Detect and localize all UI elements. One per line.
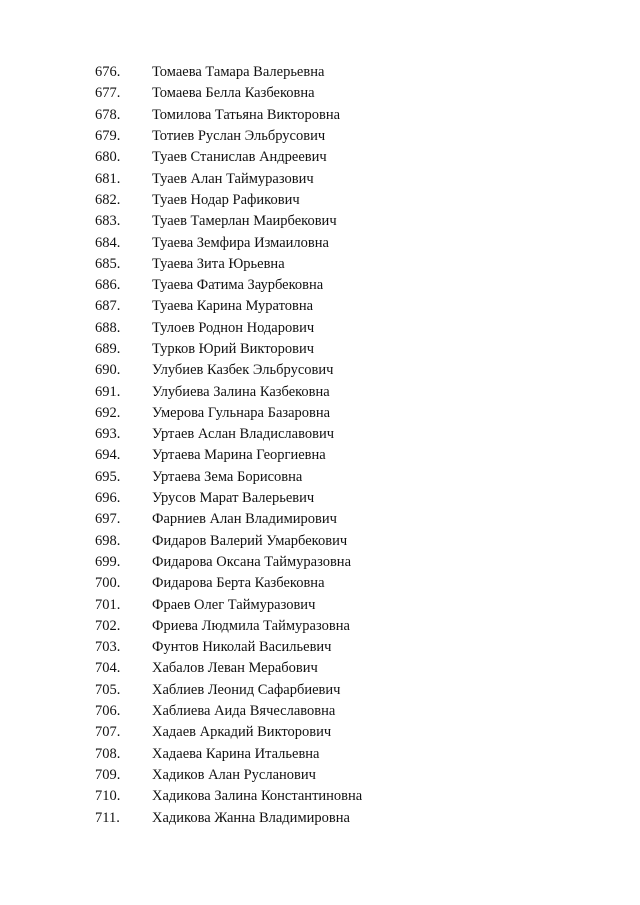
list-item	[95, 488, 362, 509]
name-list	[95, 62, 362, 829]
list-item	[95, 339, 362, 360]
entry-number: 711.	[95, 809, 120, 826]
entry-number: 709.	[95, 766, 121, 783]
entry-name: Туаев Тамерлан Маирбекович	[152, 213, 337, 230]
entry-name: Томаева Тамара Валерьевна	[152, 64, 325, 81]
list-item	[95, 658, 362, 679]
entry-number: 707.	[95, 724, 121, 741]
entry-number: 693.	[95, 426, 121, 443]
entry-name: Томаева Белла Казбековна	[152, 85, 315, 102]
list-item	[95, 232, 362, 253]
list-item	[95, 296, 362, 317]
entry-number: 678.	[95, 106, 121, 123]
entry-number: 706.	[95, 703, 121, 720]
list-item	[95, 616, 362, 637]
entry-number: 676.	[95, 64, 121, 81]
list-item	[95, 147, 362, 168]
list-item	[95, 62, 362, 83]
entry-name: Томилова Татьяна Викторовна	[152, 106, 341, 123]
entry-name: Туаева Земфира Измаиловна	[152, 234, 329, 251]
entry-name: Хадаева Карина Итальевна	[152, 745, 320, 762]
entry-name: Туаев Нодар Рафикович	[152, 191, 300, 208]
entry-number: 681.	[95, 170, 121, 187]
entry-name: Туаева Зита Юрьевна	[152, 255, 285, 272]
entry-number: 703.	[95, 639, 121, 656]
entry-number: 685.	[95, 255, 121, 272]
entry-number: 697.	[95, 511, 121, 528]
list-item	[95, 509, 362, 530]
list-item	[95, 360, 362, 381]
entry-name: Туаев Станислав Андреевич	[152, 149, 327, 166]
list-item	[95, 83, 362, 104]
entry-number: 702.	[95, 617, 121, 634]
entry-number: 704.	[95, 660, 121, 677]
entry-number: 694.	[95, 447, 121, 464]
list-item	[95, 637, 362, 658]
entry-number: 684.	[95, 234, 121, 251]
entry-name: Хадиков Алан Русланович	[152, 766, 316, 783]
entry-name: Фраев Олег Таймуразович	[152, 596, 316, 613]
entry-name: Фунтов Николай Васильевич	[152, 639, 332, 656]
list-item	[95, 786, 362, 807]
entry-name: Туаева Фатима Заурбековна	[152, 277, 324, 294]
list-item	[95, 168, 362, 189]
entry-name: Турков Юрий Викторович	[152, 341, 315, 357]
list-item	[95, 552, 362, 573]
entry-name: Фидарова Берта Казбековна	[152, 575, 325, 592]
list-item	[95, 722, 362, 743]
entry-number: 688.	[95, 319, 121, 336]
entry-name: Хаблиева Аида Вячеславовна	[152, 703, 336, 720]
entry-name: Тотиев Руслан Эльбрусович	[152, 128, 326, 145]
entry-number: 705.	[95, 681, 121, 698]
list-item	[95, 445, 362, 466]
list-item	[95, 701, 362, 722]
entry-name: Фарниев Алан Владимирович	[152, 511, 337, 528]
list-item	[95, 381, 362, 402]
entry-number: 690.	[95, 362, 121, 379]
entry-number: 699.	[95, 553, 121, 570]
entry-name: Уртаев Аслан Владиславович	[152, 426, 334, 443]
entry-number: 708.	[95, 745, 121, 762]
list-item	[95, 254, 362, 275]
list-item	[95, 211, 362, 232]
entry-name: Улубиева Залина Казбековна	[152, 383, 330, 400]
list-item	[95, 744, 362, 765]
entry-name: Улубиев Казбек Эльбрусович	[152, 362, 334, 379]
entry-number: 687.	[95, 298, 121, 315]
entry-name: Туаева Карина Муратовна	[152, 298, 314, 315]
list-item	[95, 105, 362, 126]
entry-number: 710.	[95, 788, 121, 805]
entry-name: Уртаева Марина Георгиевна	[152, 447, 326, 464]
entry-number: 698.	[95, 532, 121, 549]
list-item	[95, 680, 362, 701]
entry-name: Хадаев Аркадий Викторович	[152, 724, 332, 741]
entry-name: Урусов Марат Валерьевич	[152, 490, 315, 507]
entry-number: 683.	[95, 213, 121, 230]
entry-number: 696.	[95, 490, 121, 507]
entry-name: Хаблиев Леонид Сафарбиевич	[152, 681, 341, 698]
entry-name: Фидарова Оксана Таймуразовна	[152, 553, 352, 570]
entry-number: 700.	[95, 575, 121, 592]
entry-number: 689.	[95, 341, 121, 357]
list-item	[95, 318, 362, 339]
entry-number: 679.	[95, 128, 121, 145]
list-item	[95, 467, 362, 488]
entry-name: Фидаров Валерий Умарбекович	[152, 532, 348, 549]
entry-number: 677.	[95, 85, 121, 102]
entry-name: Фриева Людмила Таймуразовна	[152, 617, 350, 634]
entry-number: 686.	[95, 277, 121, 294]
entry-name: Туаев Алан Таймуразович	[152, 170, 314, 187]
entry-name: Умерова Гульнара Базаровна	[152, 404, 331, 421]
list-item	[95, 807, 362, 828]
entry-number: 680.	[95, 149, 121, 166]
entry-name: Уртаева Зема Борисовна	[152, 468, 303, 485]
entry-number: 692.	[95, 404, 121, 421]
list-item	[95, 126, 362, 147]
list-item	[95, 424, 362, 445]
list-item	[95, 594, 362, 615]
entry-name: Тулоев Роднон Нодарович	[152, 319, 315, 336]
entry-number: 691.	[95, 383, 121, 400]
entry-name: Хадикова Жанна Владимировна	[152, 809, 350, 826]
entry-name: Хабалов Леван Мерабович	[152, 660, 318, 677]
entry-number: 682.	[95, 191, 121, 208]
list-item	[95, 531, 362, 552]
list-item	[95, 573, 362, 594]
list-item	[95, 765, 362, 786]
list-item	[95, 403, 362, 424]
entry-number: 695.	[95, 468, 121, 485]
list-item	[95, 275, 362, 296]
entry-number: 701.	[95, 596, 121, 613]
list-item	[95, 190, 362, 211]
entry-name: Хадикова Залина Константиновна	[152, 788, 363, 805]
